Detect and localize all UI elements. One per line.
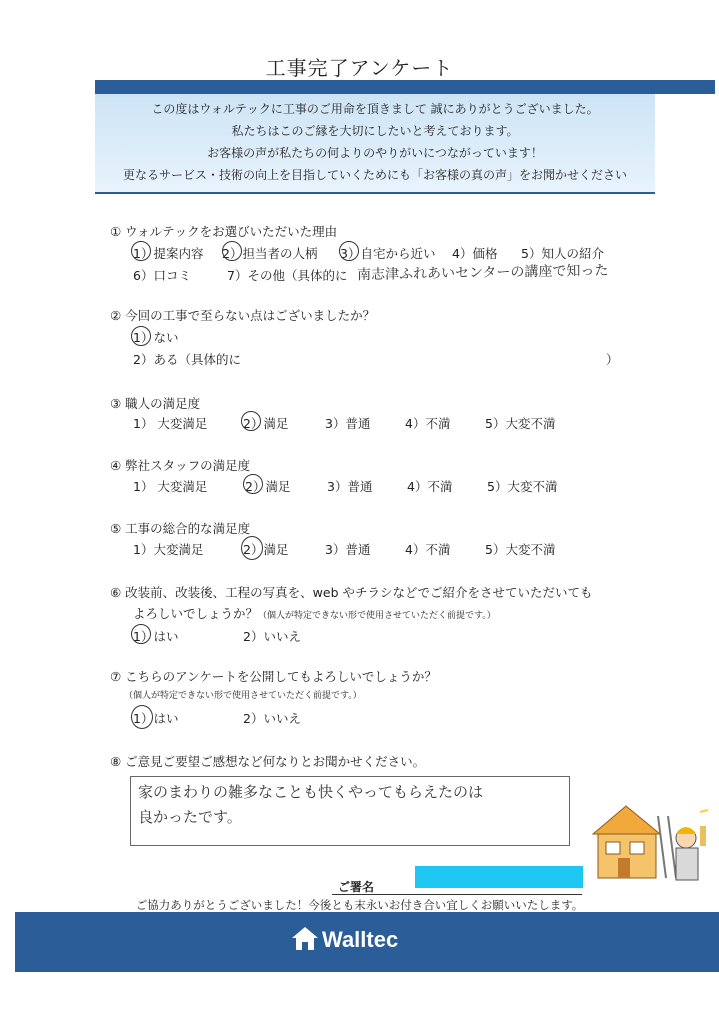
house-worker-illustration <box>588 796 713 888</box>
q6-option-1[interactable]: 1）はい <box>133 629 179 644</box>
q1-option-2[interactable]: 2）担当者の人柄 <box>222 246 318 261</box>
signature-label: ご署名 <box>338 880 375 894</box>
selection-circle <box>131 326 151 346</box>
q1-option-4[interactable]: 4）価格 <box>452 246 498 261</box>
selection-circle <box>241 536 263 560</box>
selection-circle <box>131 705 153 729</box>
question-7: ⑦ こちらのアンケートを公開してもよろしいでしょうか？ <box>110 669 437 684</box>
walltec-logo: Walltec <box>322 927 399 952</box>
q2-option-1[interactable]: 1）ない <box>133 330 179 345</box>
question-1: ① ウォルテックをお選びいただいた理由 <box>110 224 338 239</box>
question-6: ⑥ 改装前、改装後、工程の写真を、web やチラシなどでご紹介をさせていただいても <box>110 585 593 600</box>
selection-circle <box>222 241 242 261</box>
comment-line-2: 良かったです。 <box>138 808 242 826</box>
question-3: ③ 職人の満足度 <box>110 396 201 411</box>
selection-circle <box>241 411 261 431</box>
signature-redaction <box>415 866 583 888</box>
selection-circle <box>339 241 359 261</box>
q4-option-3[interactable]: 3）普通 <box>327 479 373 494</box>
q7-option-2[interactable]: 2）いいえ <box>243 711 301 726</box>
q3-option-1[interactable]: 1） 大変満足 <box>133 416 208 431</box>
q1-option-7[interactable]: 7）その他（具体的に <box>227 268 348 283</box>
intro-line: 私たちはこのご縁を大切にしたいと考えております。 <box>231 124 519 138</box>
q6-note: （個人が特定できない形で使用させていただく前提です。） <box>258 611 496 621</box>
intro-line: 更なるサービス・技術の向上を目指していくためにも「お客様の真の声」をお聞かせください <box>122 168 627 182</box>
q4-option-2[interactable]: 2）満足 <box>245 479 291 494</box>
intro-box <box>95 94 655 194</box>
q5-option-3[interactable]: 3）普通 <box>325 542 371 557</box>
question-8: ⑧ ご意見ご要望ご感想など何なりとお聞かせください。 <box>110 754 426 769</box>
q5-option-1[interactable]: 1）大変満足 <box>133 542 204 557</box>
house-logo-icon <box>290 924 320 952</box>
q2-option-close: ） <box>606 352 619 367</box>
header-band <box>95 80 715 94</box>
question-6-continued <box>133 604 496 622</box>
signature-line <box>332 894 582 895</box>
q3-option-4[interactable]: 4）不満 <box>405 416 451 431</box>
q2-option-2[interactable]: 2）ある（具体的に <box>133 352 241 367</box>
q1-option-1[interactable]: 1）提案内容 <box>133 246 204 261</box>
q3-option-5[interactable]: 5）大変不満 <box>485 416 556 431</box>
q3-option-3[interactable]: 3）普通 <box>325 416 371 431</box>
selection-circle <box>243 474 263 494</box>
q4-option-4[interactable]: 4）不満 <box>407 479 453 494</box>
q7-option-1[interactable]: 1）はい <box>133 711 179 726</box>
q1-option-5[interactable]: 5）知人の紹介 <box>521 246 604 261</box>
intro-line: お客様の声が私たちの何よりのやりがいにつながっています！ <box>207 146 543 160</box>
q5-option-4[interactable]: 4）不満 <box>405 542 451 557</box>
q4-option-1[interactable]: 1） 大変満足 <box>133 479 208 494</box>
question-5: ⑤ 工事の総合的な満足度 <box>110 521 251 536</box>
q1-option-6[interactable]: 6）口コミ <box>133 268 191 283</box>
q5-option-5[interactable]: 5）大変不満 <box>485 542 556 557</box>
thanks-message: ご協力ありがとうございました！今後とも末永いお付き合い宜しくお願いいたします。 <box>135 898 584 912</box>
page-title: 工事完了アンケート <box>265 56 454 80</box>
q5-option-2[interactable]: 2）満足 <box>243 542 289 557</box>
comment-line-1: 家のまわりの雑多なことも快くやってもらえたのは <box>138 783 484 801</box>
q6-text2: よろしいでしょうか？ <box>133 606 259 621</box>
q1-handwritten-answer: 南志津ふれあいセンターの講座で知った <box>356 262 609 284</box>
q1-option-3[interactable]: 3）自宅から近い <box>340 246 436 261</box>
selection-circle <box>131 624 151 644</box>
q6-option-2[interactable]: 2）いいえ <box>243 629 301 644</box>
selection-circle <box>131 241 151 261</box>
q4-option-5[interactable]: 5）大変不満 <box>487 479 558 494</box>
q7-note: （個人が特定できない形で使用させていただく前提です。） <box>124 691 362 701</box>
question-4: ④ 弊社スタッフの満足度 <box>110 458 251 473</box>
q3-option-2[interactable]: 2）満足 <box>243 416 289 431</box>
question-2: ② 今回の工事で至らない点はございましたか？ <box>110 308 376 323</box>
intro-line: この度はウォルテックに工事のご用命を頂きまして 誠にありがとうございました。 <box>151 102 599 116</box>
